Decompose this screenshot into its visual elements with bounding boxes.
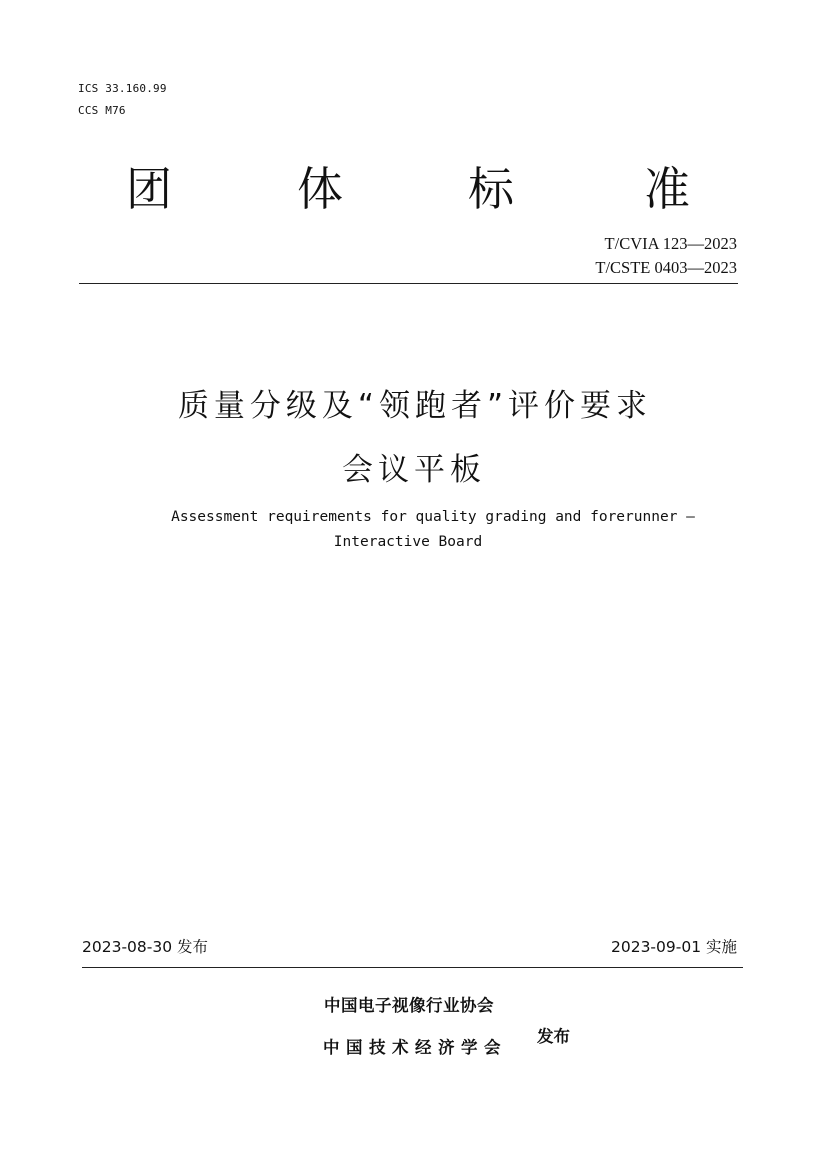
- english-title-line-1: Assessment requirements for quality grading and forerunner —: [171, 509, 695, 525]
- publisher-cste: 中国技术经济学会: [323, 1038, 507, 1057]
- publisher-cvia: 中国电子视像行业协会: [324, 996, 494, 1015]
- english-title-line-2: Interactive Board: [333, 534, 483, 550]
- standard-type-char-2: 体: [297, 162, 343, 216]
- chinese-title-line-2: 会议平板: [342, 452, 486, 488]
- standard-number-cste: T/CSTE 0403—2023: [595, 258, 737, 277]
- ccs-code: CCS M76: [78, 104, 126, 117]
- issue-date: 2023-08-30 发布: [82, 938, 209, 956]
- footer-divider: [82, 967, 743, 968]
- standard-number-cvia: T/CVIA 123—2023: [604, 234, 737, 253]
- publish-label: 发布: [537, 1027, 570, 1046]
- ics-code: ICS 33.160.99: [78, 82, 167, 95]
- header-divider: [79, 283, 738, 284]
- standard-type-char-4: 准: [644, 162, 690, 216]
- implementation-date: 2023-09-01 实施: [610, 938, 737, 956]
- standard-type-char-3: 标: [468, 162, 514, 216]
- standard-type-char-1: 团: [126, 162, 172, 216]
- chinese-title-line-1: 质量分级及“领跑者”评价要求: [177, 388, 653, 424]
